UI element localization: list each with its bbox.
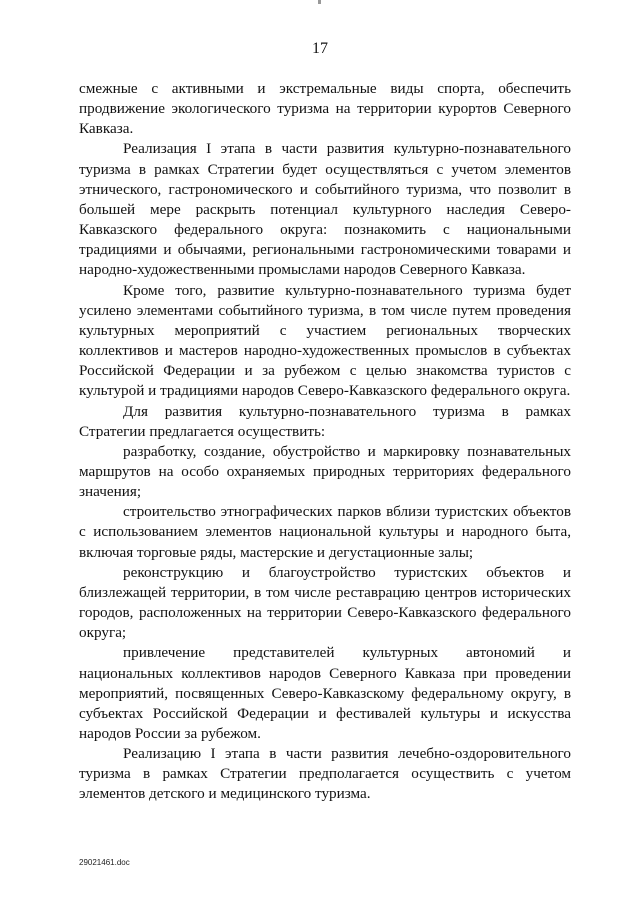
list-item-cultural-autonomies: привлечение представителей культурных автономий и национальных коллективов народов Северного Кавказа при проведении мероприятий, посвященных Северо-Кавказскому федеральному округу, в субъектах Российской Федерации и фестивалей культуры и искусства народов России за рубежом. [79,644,571,742]
list-item-routes: разработку, создание, обустройство и маркировку познавательных маршрутов на особо охраняемых природных территориях федерального значения; [79,442,571,501]
list-item-ethnographic-parks: строительство этнографических парков вблизи туристских объектов с использованием элементов национальной культуры и народного быта, включая торговые ряды, мастерские и дегустационные залы; [79,503,571,561]
footer-file-code: 29021461.doc [79,858,130,867]
paragraph-proposals-intro: Для развития культурно-познавательного туризма в рамках Стратегии предлагается осуществить: [79,402,571,440]
paragraph-health-tourism: Реализацию I этапа в части развития лечебно-оздоровительного туризма в рамках Стратегии предполагается осуществить с учетом элементов детского и медицинского туризма. [79,745,571,803]
paragraph-continuation: смежные с активными и экстремальные виды спорта, обеспечить продвижение экологического туризма на территории курортов Северного Кавказа. [79,80,571,138]
document-body [79,79,571,805]
paragraph-event-tourism: Кроме того, развитие культурно-познавательного туризма будет усилено элементами событийного туризма, в том числе путем проведения культурных мероприятий с участием региональных творческих коллективов и мастеров народно-художественных промыслов в субъектах Российской Федерации и за рубежом с целью знакомства туристов с культурой и традициями народов Северо-Кавказского федерального округа. [79,281,571,400]
scan-mark [318,0,321,4]
page-number: 17 [312,40,328,57]
list-item-reconstruction: реконструкцию и благоустройство туристских объектов и близлежащей территории, в том числе реставрацию центров исторических городов, расположенных на территории Северо-Кавказского федерального округа; [79,563,571,642]
paragraph-stage1-cultural: Реализация I этапа в части развития культурно-познавательного туризма в рамках Стратегии будет осуществляться с учетом элементов этнического, гастрономического и событийного туризма, что позволит в большей мере раскрыть потенциал культурного наследия Северо-Кавказского федерального округа: познакомить с национальными традициями и обычаями, региональными гастрономическими товарами и народно-художественными промыслами народов Северного Кавказа. [79,140,571,279]
